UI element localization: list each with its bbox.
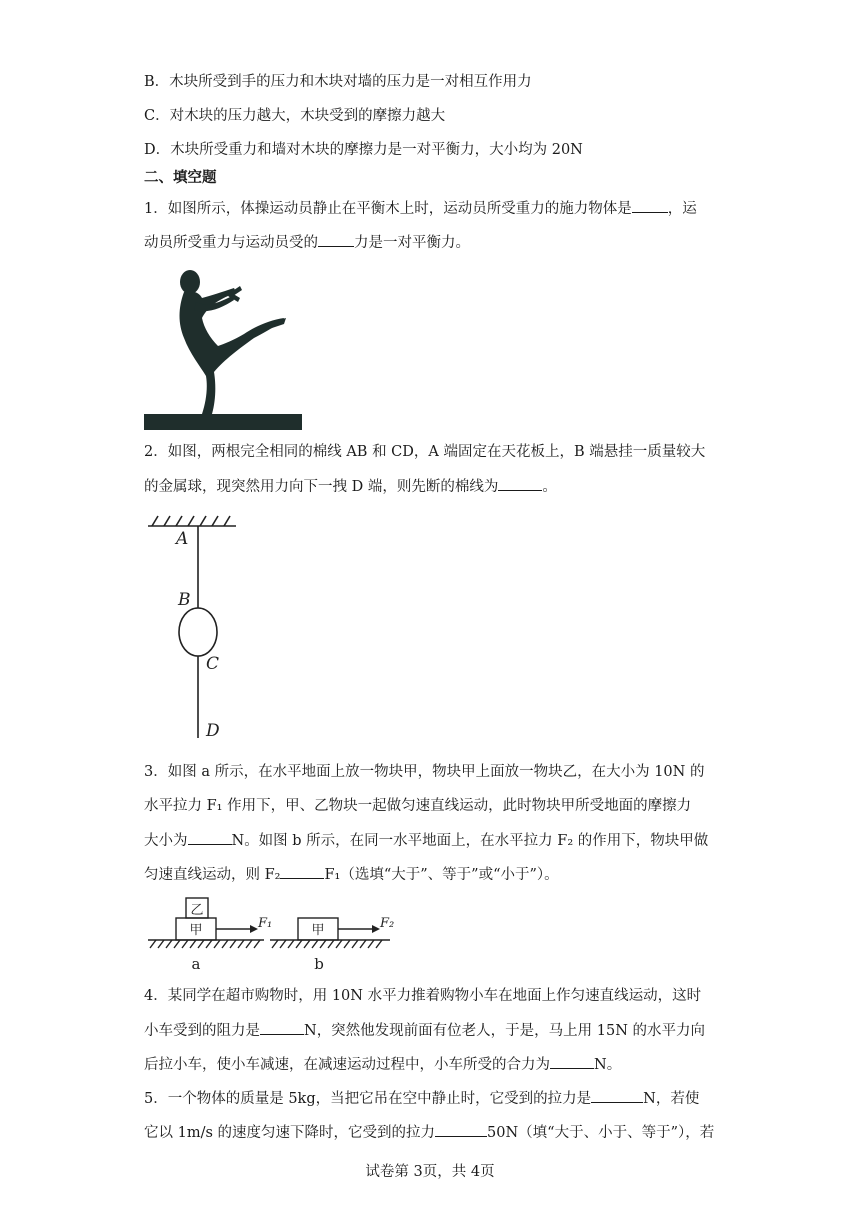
- option-c: C．对木块的压力越大，木块受到的摩擦力越大: [144, 108, 446, 124]
- answer-blank: [435, 1122, 487, 1137]
- answer-blank: [550, 1054, 594, 1069]
- page-footer: 试卷第 3页，共 4页: [365, 1164, 495, 1180]
- q4-line3: 后拉小车，使小车减速，在减速运动过程中，小车所受的合力为 N。: [144, 1054, 621, 1075]
- answer-blank: [498, 476, 542, 491]
- force-f1-label: F₁: [258, 916, 273, 931]
- label-a: A: [176, 529, 189, 549]
- label-c: C: [206, 654, 220, 674]
- option-d: D．木块所受重力和墙对木块的摩擦力是一对平衡力，大小均为 20N: [144, 142, 583, 158]
- answer-blank: [318, 232, 354, 247]
- answer-blank: [260, 1020, 304, 1035]
- label-d: D: [206, 721, 220, 741]
- q5-line1: 5．一个物体的质量是 5kg，当把它吊在空中静止时，它受到的拉力是 N，若使: [144, 1088, 699, 1109]
- answer-blank: [280, 864, 324, 879]
- q3-line4: 匀速直线运动，则 F₂ F₁（选填“大于”、等于”或“小于”）。: [144, 864, 559, 885]
- block-jia-b-label: 甲: [311, 923, 325, 938]
- hanging-ball-figure: [144, 512, 254, 744]
- option-b: B．木块所受到手的压力和木块对墙的压力是一对相互作用力: [144, 74, 532, 90]
- q1-line1: 1．如图所示，体操运动员静止在平衡木上时，运动员所受重力的施力物体是 ，运: [144, 198, 697, 219]
- answer-blank: [591, 1088, 643, 1103]
- q3-line2: 水平拉力 F₁ 作用下，甲、乙物块一起做匀速直线运动，此时物块甲所受地面的摩擦力: [144, 798, 692, 814]
- force-f2-label: F₂: [380, 916, 395, 931]
- gymnast-silhouette: [180, 270, 287, 414]
- q3-line3: 大小为 N。如图 b 所示，在同一水平地面上，在水平拉力 F₂ 的作用下，物块甲做: [144, 830, 708, 851]
- metal-ball: [179, 608, 217, 656]
- block-jia-a-label: 甲: [189, 923, 203, 938]
- block-yi-label: 乙: [190, 903, 204, 918]
- label-b: B: [178, 590, 191, 610]
- gymnast-figure: [144, 262, 304, 432]
- answer-blank: [632, 198, 668, 213]
- q4-line1: 4．某同学在超市购物时，用 10N 水平力推着购物小车在地面上作匀速直线运动，这时: [144, 988, 702, 1004]
- q2-line1: 2．如图，两根完全相同的棉线 AB 和 CD，A 端固定在天花板上，B 端悬挂一质量较大: [144, 444, 706, 460]
- answer-blank: [188, 830, 232, 845]
- balance-beam: [144, 414, 302, 430]
- caption-b: b: [314, 955, 324, 973]
- section-title: 二、填空题: [144, 170, 217, 186]
- blocks-figure: [146, 890, 396, 974]
- q5-line2: 它以 1m/s 的速度匀速下降时，它受到的拉力 50N（填“大于、小于、等于”），若: [144, 1122, 714, 1143]
- q2-line2: 的金属球，现突然用力向下一拽 D 端，则先断的棉线为 。: [144, 476, 557, 497]
- q3-line1: 3．如图 a 所示，在水平地面上放一物块甲，物块甲上面放一物块乙，在大小为 10N 的: [144, 764, 705, 780]
- caption-a: a: [191, 955, 201, 973]
- q1-line2: 动员所受重力与运动员受的 力是一对平衡力。: [144, 232, 470, 253]
- q4-line2: 小车受到的阻力是 N，突然他发现前面有位老人，于是，马上用 15N 的水平力向: [144, 1020, 705, 1041]
